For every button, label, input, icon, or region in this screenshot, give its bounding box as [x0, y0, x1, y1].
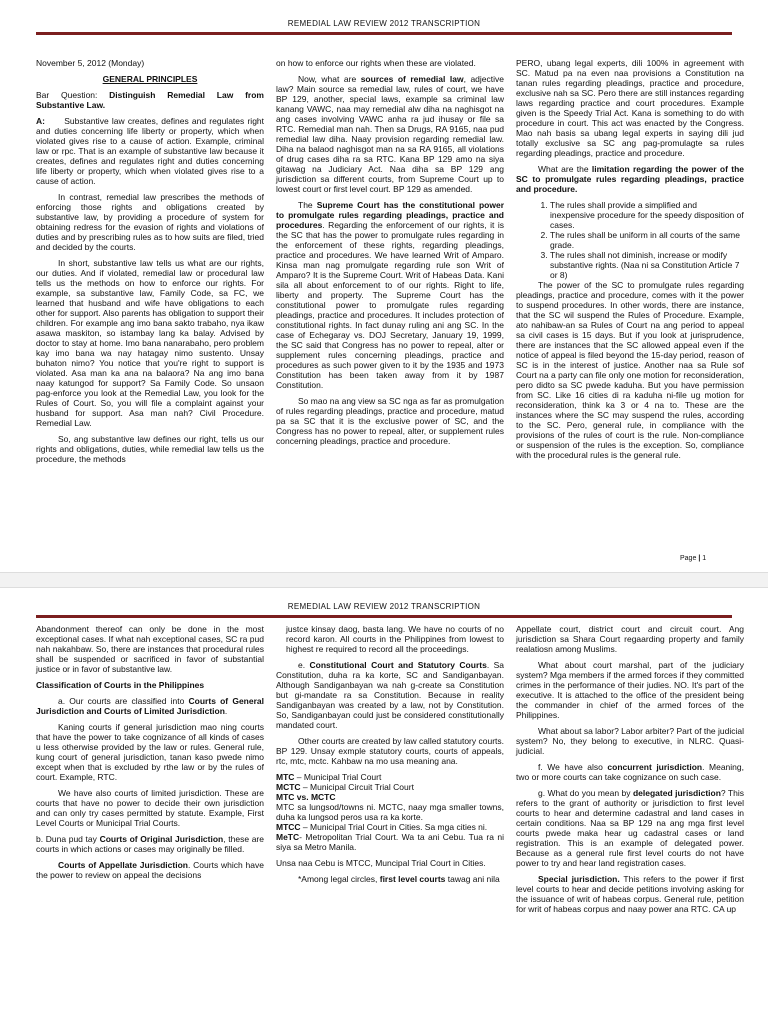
- term-sources: sources of remedial law: [360, 74, 464, 84]
- definition-mtc-vs-mctc: MTC vs. MCTC: [276, 792, 336, 802]
- definition-mctc: MCTC – Municipal Circuit Trial Court: [276, 782, 414, 792]
- term-appellate-jurisdiction: Courts of Appellate Jurisdiction: [58, 860, 188, 870]
- bar-question: [36, 90, 264, 110]
- paragraph-item-e: e. Constitutional Court and Statutory Courts. Sa Constitution, duha ra ka korte, SC and Sandiganbayan. Although Sandiganbayan wa nah g-create sa Constitution but gi-mandate ra sa Constitution. Because in reality Sandiganbayan was created by a law, not by Constitution. So, Sandiganbayan could just be considered constitutionally mandated court.: [276, 660, 504, 730]
- term-general-limited: Courts of General Jurisdiction and Courts of Limited Jurisdiction: [36, 696, 264, 716]
- heading-classification: Classification of Courts in the Philippines: [36, 680, 205, 690]
- page-number: Page | 1: [680, 555, 707, 562]
- paragraph-general-jurisdiction: Kaning courts if general jurisdiction mao ning courts that have the power to take cognizance of all kinds of cases u less otherwise provided by the law or rules. General rule, kung court of general jurisdiction, tanan kaso pwede nimo except when that is excluded by rthe law or by the rules of court. Example, RTC.: [36, 722, 264, 782]
- paragraph-mtc-vs: MTC sa lungsod/towns ni. MCTC, naay mga smaller towns, duha ka lungsod peros usa ra ka korte.: [276, 802, 504, 822]
- paragraph-item-f: f. We have also concurrent jurisdiction. Meaning, two or more courts can take cognizance on such case.: [516, 762, 744, 782]
- paragraph-item-g: g. What do you mean by delegated jurisdiction? This refers to the grant of authority or jurisdiction to first level courts to hear and determine cadastral and land cases in certain conditions. Naa sa BP 129 na ang mga first level courts pwede maka hear ug cadastral cases or land registration. This is an example of delegated power. Because as a general rule first level courts do not have power to try and hear land registration cases.: [516, 788, 744, 868]
- paragraph-abandonment: Abandonment thereof can only be done in the most exceptional cases. If what nah exceptional cases, SC ra pud nah nakahbaw. So, there are instances that procedural rules shall be suspended or sacrificed in favor of substantial justice or in favor of substantive law.: [36, 624, 264, 674]
- lecture-date: November 5, 2012 (Monday): [36, 58, 145, 68]
- definition-metc: MeTC- Metropolitan Trial Court. Wa ta ani Cebu. Tua ra ni siya sa Metro Manila.: [276, 832, 504, 852]
- paragraph-special-jurisdiction: Special jurisdiction. This refers to the power if first level courts to hear and decide petitions involving asking for the issuance of writ of habeas corpus. General rule, petition for writ of habeas corpus and naay power ana RTC. CA up: [516, 874, 744, 914]
- page-separator: [0, 572, 768, 588]
- bar-question-label: Bar Question:: [36, 90, 98, 100]
- term-delegated-jurisdiction: delegated jurisdiction: [632, 788, 721, 798]
- paragraph-supreme-court: The Supreme Court has the constitutional power to promulgate rules regarding pleadings, practice and procedures. Regarding the enforcement of our rights, it is the SC that has the power to promulgate rules regarding in the enforcement of these rights, regarding pleadings, practice and procedures. We have learned Writ of Amparo. Kinsa man nag promulgate regarding rule son Writ of Amparo? It is the Supreme Court. Writ of Habeas Data. Kani sila all about enforcement to of our rights. Right to life, liberty and property. The Supreme Court has the constitutional power to promulgate rules regarding pleadings, practice and procedures. It includes protection of constitutional rights. In fact dunay ruling ani ang SC. In the case of Echegaray vs. DOJ Secretary, January 19, 1999, the SC said that Congress has no power to repeal, alter or supplement rules concerning pleadings, practice and procedures as such power given to it by the 1935 and 1973 Constitution has been taken away from it by 1987 Constitution.: [276, 200, 504, 390]
- paragraph-short: In short, substantive law tells us what are our rights, our duties. And if violated, remedial law or procedural law tells us the methods on how to enforce our rights. For example, sa substantive law, Family Code, sa FC, we learned that husband and wife have obligations to each other for support. Also parents has obligation to support their children. For example ang imo bana sakto trabaho, nya ikaw asawa maskiton, so istambay lang ka balay. Advised by doctor to stay at home. Imo bana nanarabaho, pero problem kay imo bana wa nay hatagay nimo sustento. Unsay buhaton nimo? You notice that you're right to support is violated. Asa man ka ana na balaora? Na ang imo bana naay katungod for support? Sa Family Code. So unsaon pag-enforce you look at the Remedial Law, you look for the Rules of Court. So, you will file a complaint against your husband for support. Asa man nah? Civil Procedure. Remedial Law.: [36, 258, 264, 428]
- paragraph-statutory: Other courts are created by law called statutory courts. BP 129. Unsay exmple statutory courts, courts of appeals, rtc, mtc, mctc. Kahbaw na mo usa meaning ana.: [276, 736, 504, 766]
- section-title: GENERAL PRINCIPLES: [102, 74, 198, 84]
- paragraph-contrast: In contrast, remedial law prescribes the methods of enforcing those rights and obligations created by substantive law, by providing a procedure of system for obtaining redress for the evasion of rights and violations of duties and by prescribing rules as to how suits are filed, tried and decided by the courts.: [36, 192, 264, 252]
- column-2: [276, 624, 504, 890]
- list-item: 1. The rules shall provide a simplified and inexpensive procedure for the speedy disposition of cases.: [550, 200, 744, 230]
- header-rule: [36, 615, 732, 618]
- paragraph-first-level: *Among legal circles, first level courts tawag ani nila: [298, 874, 500, 884]
- column-2: [276, 58, 504, 452]
- term-first-level-courts: first level courts: [379, 874, 446, 884]
- column-3: [516, 58, 744, 466]
- paragraph-so: So, ang substantive law defines our right, tells us our rights and obligations, duties, while remedial law tells us the procedure, the methods: [36, 434, 264, 464]
- paragraph-justice: justce kinsay daog, basta lang. We have no courts of no record karon. All courts in the Philippines from lowest to highest re required to record all the proceedings.: [286, 624, 504, 654]
- definition-mtcc: MTCC – Municipal Trial Court in Cities. Sa mga cities ni.: [276, 822, 488, 832]
- list-item: 2. The rules shall be uniform in all courts of the same grade.: [550, 230, 744, 250]
- answer-paragraph: [36, 116, 264, 186]
- answer-label: A:: [36, 116, 45, 126]
- term-supreme-court-power: Supreme Court has the constitutional power to promulgate rules regarding pleadings, practice and procedures: [276, 200, 504, 230]
- paragraph-sources: Now, what are sources of remedial law, adjective law? Main source sa remedial law, rules of court, we have BP 129, another, special laws, example sa criminal law kanang VAWC, naa may remedial alw diha na naghisgot na ang cases involving VAWC anha ra jud ihusay or file sa RTC. Remedial man nah. Then sa Drugs, RA 9165, naa pud remedial law diha. Naay provision regarding remedial law. Diha na balaod naghisgot man na sa RA 9165, all violations of drug cases diha ra sa RTC. Kana BP 129 amo na siya gitawag na Judiciary Act. Naa diha sa BP 129 ang jurisdiction sa different courts, from Supreme Court up to lowest court or first level court. BP 129 as amended.: [276, 74, 504, 194]
- document-page-2: [0, 588, 768, 1024]
- definition-mtc: MTC – Municipal Trial Court: [276, 772, 382, 782]
- header-rule: [36, 32, 732, 35]
- paragraph-item-b: b. Duna pud tay Courts of Original Jurisdiction, these are courts in which actions or cases may originally be filled.: [36, 834, 264, 854]
- paragraph-limitation: What are the limitation regarding the power of the SC to promulgate rules regarding pleadings, practice and procedure.: [516, 164, 744, 194]
- column-3: [516, 624, 744, 920]
- paragraph-cebu: Unsa naa Cebu is MTCC, Muncipal Trial Court in Cities.: [276, 858, 486, 868]
- bar-question-text: Distinguish Remedial Law from Substantive Law.: [36, 90, 264, 110]
- running-header: REMEDIAL LAW REVIEW 2012 TRANSCRIPTION: [287, 602, 481, 611]
- term-special-jurisdiction: Special jurisdiction.: [538, 874, 620, 884]
- paragraph-court-martial: What about court marshal, part of the judiciary system? Mga members if the armed forces if they committed crimes in the performance of their judies. NO. It's part of the executive. It is attached to the office of the president being the commander in chief of the armed forces of the Philippines.: [516, 660, 744, 720]
- term-constitutional-statutory: Constitutional Court and Statutory Courts: [309, 660, 487, 670]
- paragraph-item-a: a. Our courts are classified into Courts of General Jurisdiction and Courts of Limited Jurisdiction.: [36, 696, 264, 716]
- paragraph-limited-jurisdiction: We have also courts of limited jurisdiction. These are courts that have no power to decide their own jurisdiction and can only try cases permitted by statute. Example, First Level Courts or Municipal Trial Courts.: [36, 788, 264, 828]
- paragraph-labor: What about sa labor? Labor arbiter? Part of the judicial system? No, they belong to executive, in NLRC. Quasi-judicial.: [516, 726, 745, 756]
- column-1: [36, 624, 264, 886]
- paragraph-continuation: on how to enforce our rights when these are violated.: [276, 58, 476, 68]
- paragraph-power-suspend: The power of the SC to promulgate rules regarding pleadings, practice and procedure, comes with it the power to suspend procedures. In other words, there are instance, that the SC wil suspend the Rules of Procedure. Example, ato nahibaw-an sa Rules of Court na ang period to appeal sa civil cases is 15 days. But if you look at jurisprudence, there are instances that the SC allowed appeal even if the notice of appeal is filed beyond the 15-day period, reason of SC is in the interest of justice. Another naa sa Rule sof Court na a party can file only one motion for reconsideration, pero didto sa SC pwede kaduha. But you have permission from SC. Like 16 cities di ra kaduha ni-file ug motion for reconsideration, think ka 3 or 4 na to. These are the instances where the SC may suspend the rules, according to the SC. Pero, general rule, in compliance with the provisions of the rules of court is the rule. Non-compliance or suspension of the rules is the exception. So, compliance with the procedural rules is the general rule.: [516, 280, 744, 460]
- paragraph-pero: PERO, ubang legal experts, dili 100% in agreement with SC. Matud pa na even naa provisions a Constitution na tanan rules regarding pleadings, practice and procedure, exclusive nah sa SC. Pero there are still instances regarding laws regarding practice and court procedures. Example given is the Speedy Trial Act. Kana is something to do with procedure in court. This act was enacted by the Congress. Mao nah basis sa ubang legal experts in saying dili jud totally exclusive sa SC ang pag-promulagte sa rules regarding pleadings, practice and procedure.: [516, 58, 744, 158]
- term-limitation: limitation regarding the power of the SC to promulgate rules regarding pleadings, practice and procedure.: [516, 164, 744, 194]
- answer-text: Substantive law creates, defines and regulates right and duties concerning life liberty or property, which when violated gives rise to a cause of action. Example, criminal law or rpc. That is an example of substantive law because it creates, defines and regulates right and duties concerning life liberty or property, which when violated gives rise to a cause of action.: [36, 116, 265, 186]
- column-1: [36, 58, 264, 470]
- term-concurrent-jurisdiction: concurrent jurisdiction: [607, 762, 703, 772]
- paragraph-sc-view: So mao na ang view sa SC nga as far as promulgation of rules regarding pleadings, practice and procedure, matud pa sa SC that it is the exclusive power of SC, and the Congress has no power to repeal, alter, or supplement rules concerning pleadings, practice and procedure.: [276, 396, 504, 446]
- list-item: 3. The rules shall not diminish, increase or modify substantive rights. (Naa ni sa Constitution Article 7 or 8): [550, 250, 744, 280]
- term-original-jurisdiction: Courts of Original Jurisdiction: [99, 834, 224, 844]
- paragraph-appellate-court: Appellate court, district court and circuit court. Ang jurisdiction sa Shara Court regaarding property and family realatiosn among Muslims.: [516, 624, 744, 654]
- limitation-list: [516, 200, 744, 280]
- running-header: REMEDIAL LAW REVIEW 2012 TRANSCRIPTION: [287, 19, 481, 28]
- paragraph-appellate: Courts of Appellate Jurisdiction. Courts which have the power to review on appeal the decisions: [36, 860, 264, 880]
